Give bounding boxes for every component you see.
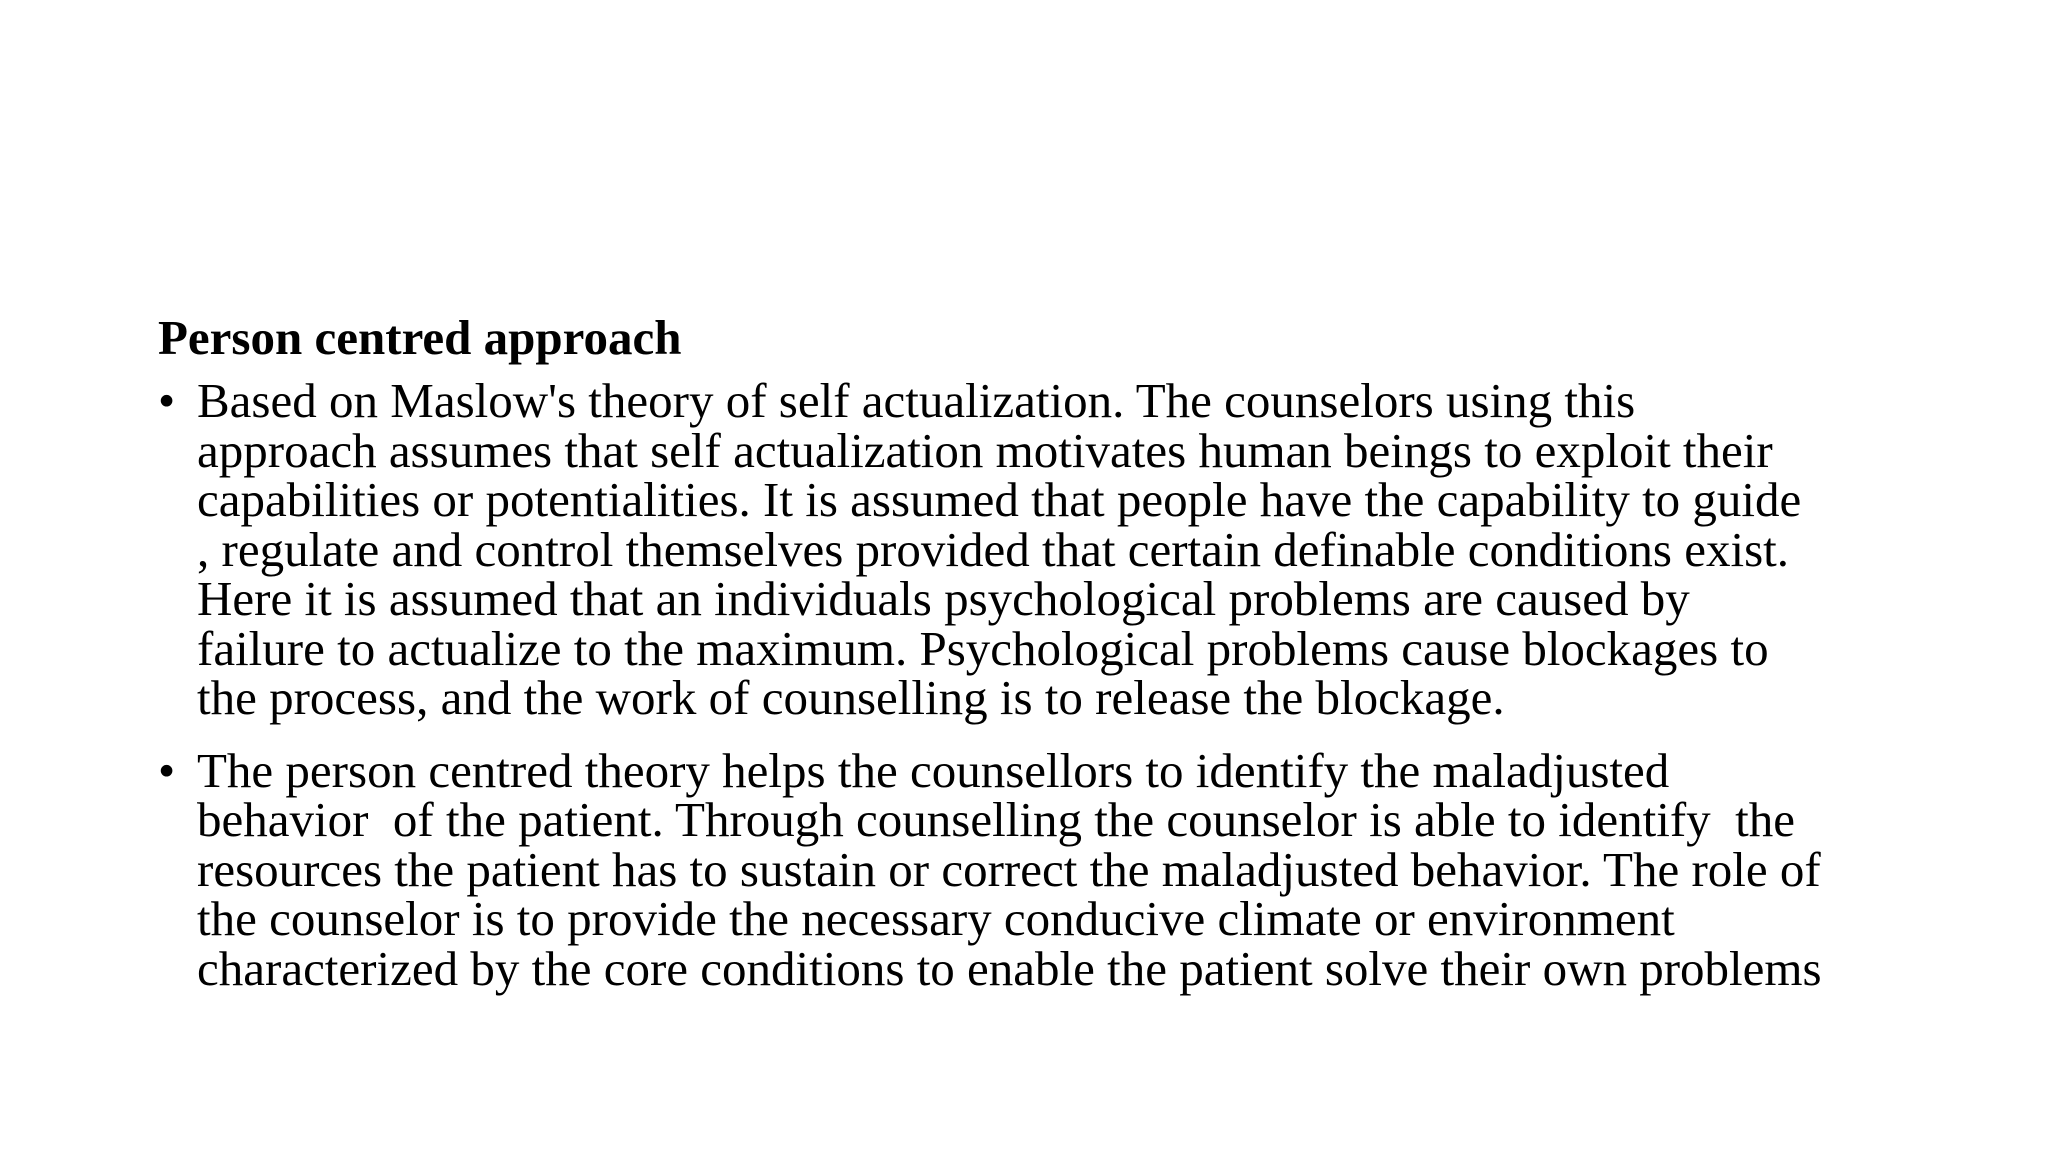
bullet-line: Based on Maslow's theory of self actualization. The counselors using this: [197, 373, 1636, 428]
bullet-icon: •: [158, 742, 176, 798]
bullet-line: behavior of the patient. Through counselling the counselor is able to identify the: [197, 792, 1796, 847]
bullet-line: Here it is assumed that an individuals psychological problems are caused by: [197, 571, 1690, 626]
bullet-line: capabilities or potentialities. It is assumed that people have the capability to guide: [197, 472, 1802, 527]
slide-heading: Person centred approach: [158, 310, 682, 365]
bullet-line: the process, and the work of counselling is to release the blockage.: [197, 670, 1505, 725]
bullet-item: [158, 373, 1918, 725]
bullet-line: resources the patient has to sustain or correct the maladjusted behavior. The role of: [197, 841, 1821, 897]
slide-content: [158, 308, 1918, 1016]
bullet-item: [158, 742, 1918, 996]
bullet-line: failure to actualize to the maximum. Psychological problems cause blockages to: [197, 620, 1769, 676]
bullet-line: , regulate and control themselves provided that certain definable conditions exist.: [197, 521, 1789, 577]
bullet-line: the counselor is to provide the necessary conducive climate or environment: [197, 891, 1675, 946]
bullet-line: characterized by the core conditions to enable the patient solve their own problems: [197, 940, 1822, 996]
bullet-list: [158, 373, 1918, 996]
bullet-icon: •: [158, 373, 176, 428]
bullet-line: The person centred theory helps the counsellors to identify the maladjusted: [197, 742, 1670, 798]
bullet-line: approach assumes that self actualization motivates human beings to exploit their: [197, 422, 1773, 478]
